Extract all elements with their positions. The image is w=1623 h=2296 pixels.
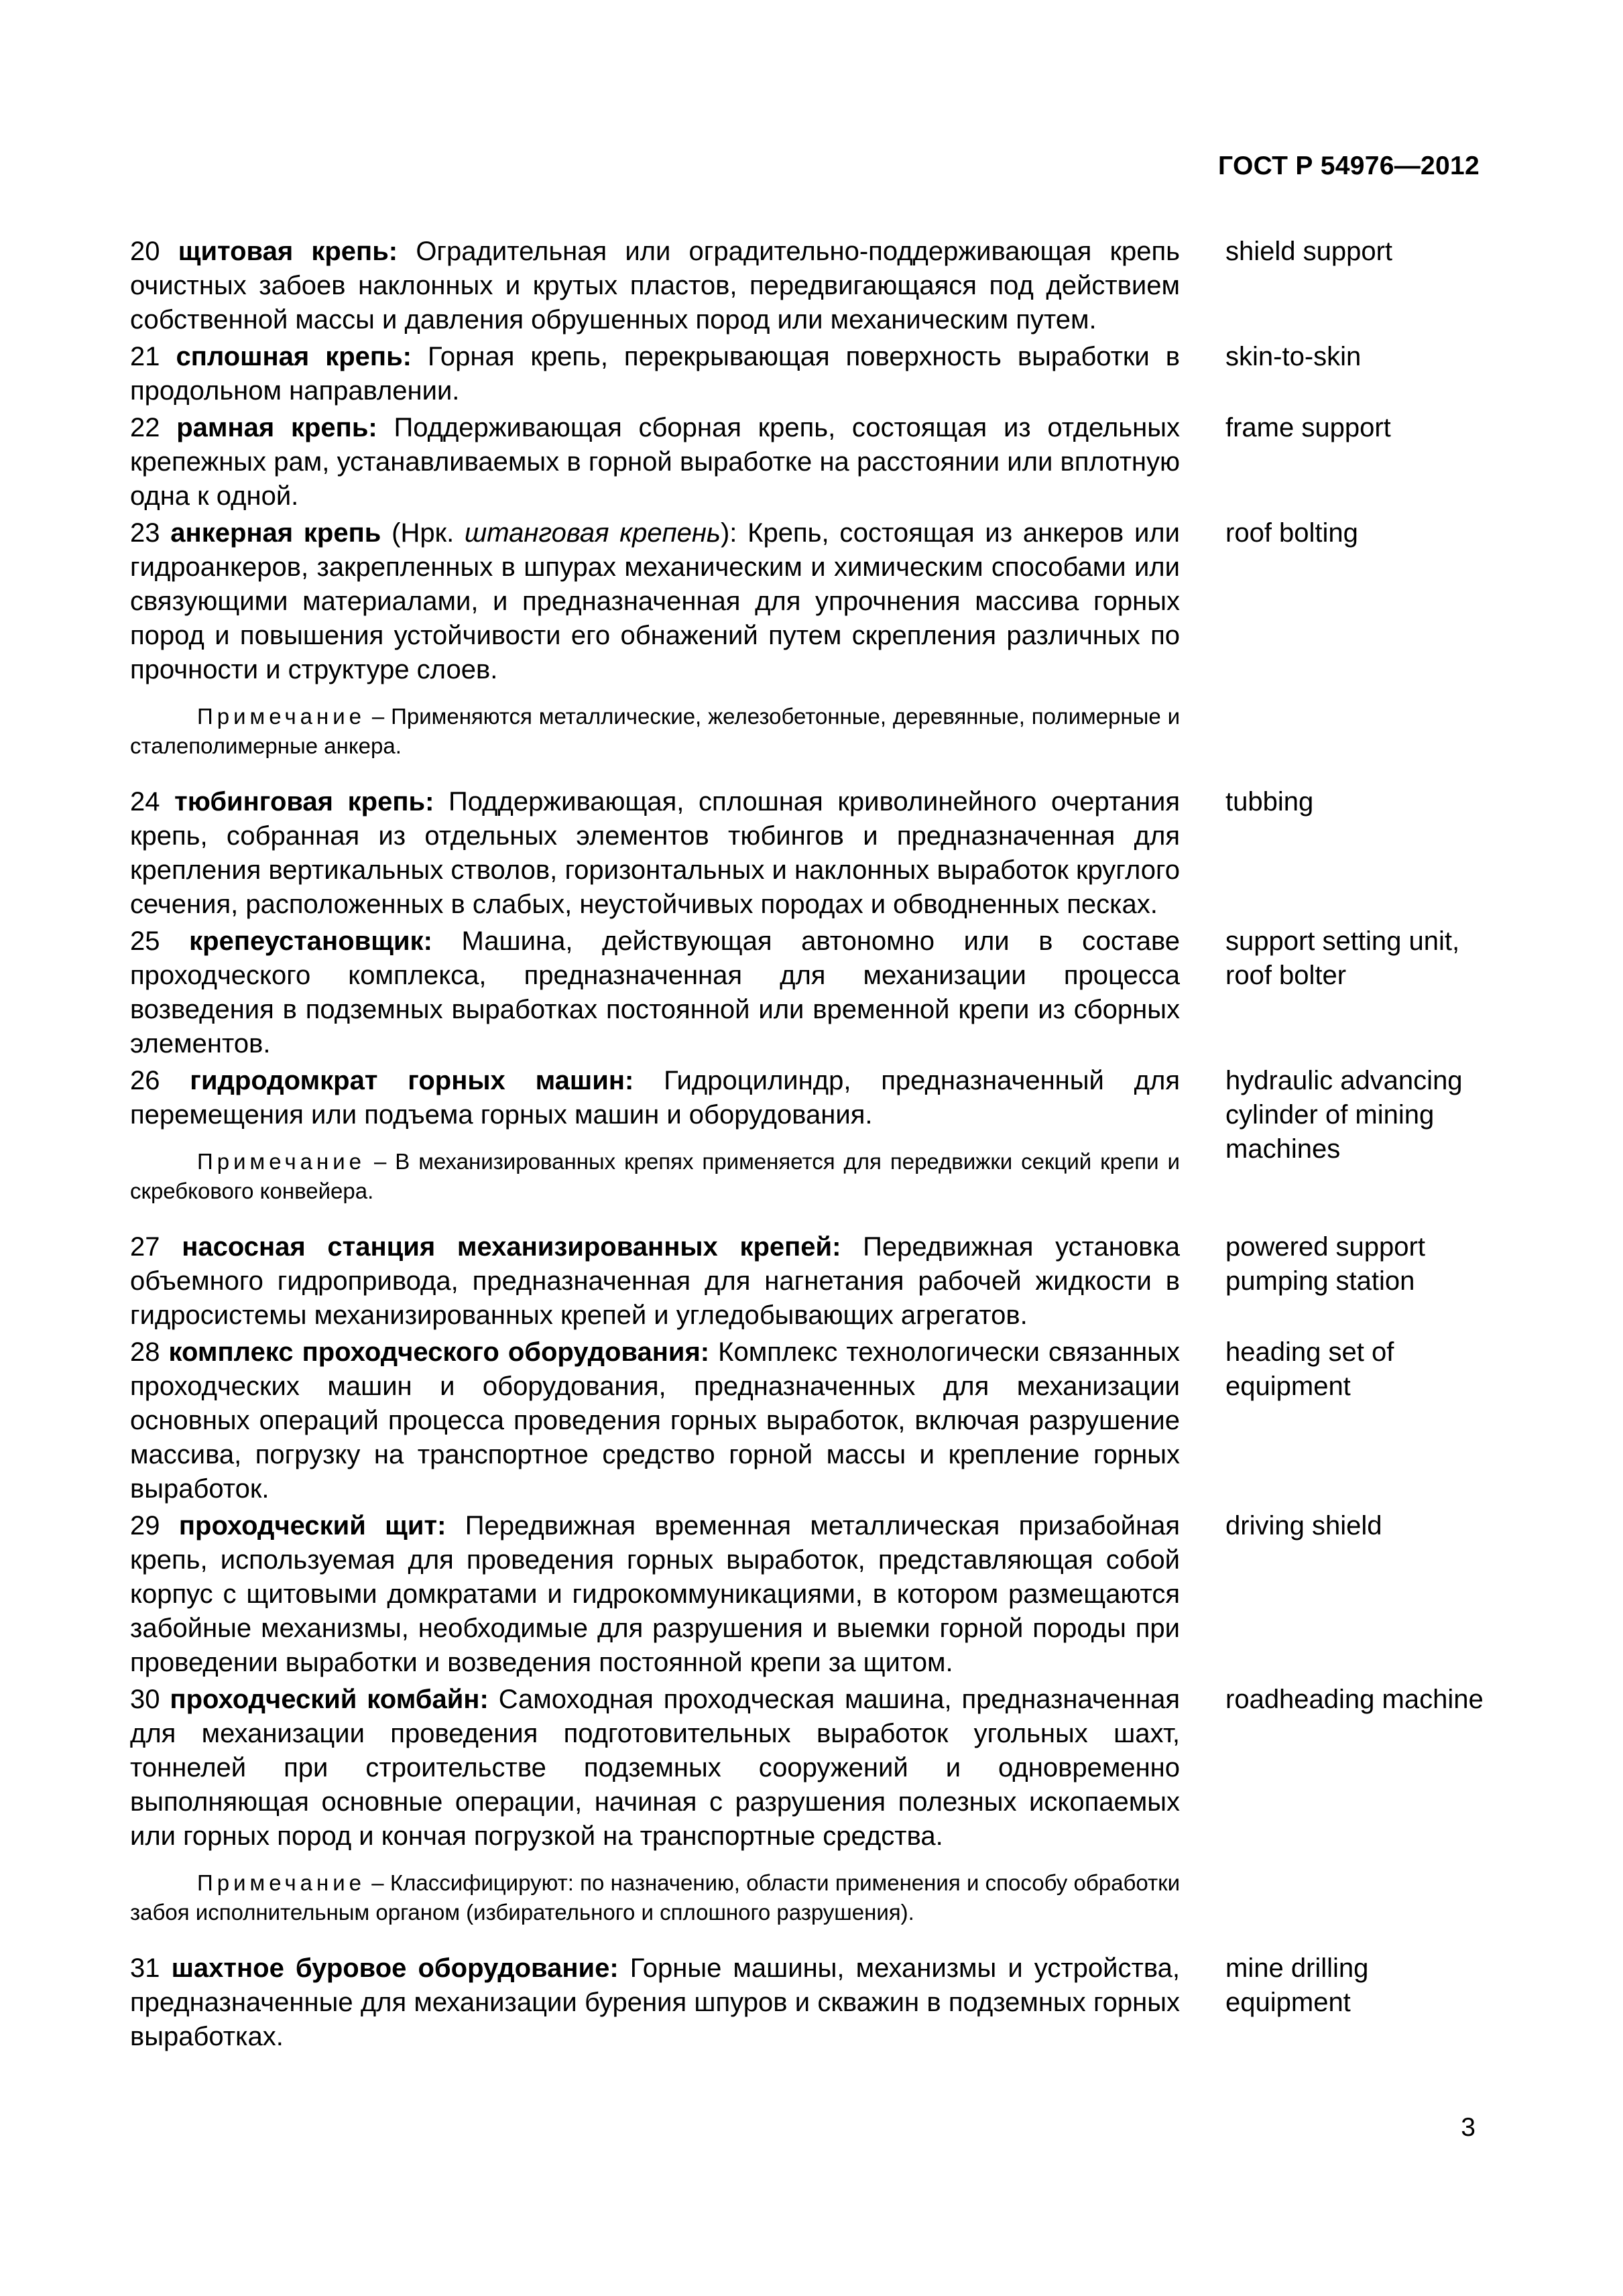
english-term: tubbing (1225, 787, 1314, 817)
document-header: ГОСТ Р 54976—2012 (1218, 152, 1480, 180)
term-title: щитовая крепь: (178, 237, 398, 266)
note-label: Примечание (197, 1149, 366, 1174)
english-term: shield support (1225, 237, 1393, 266)
term-entry-31 (130, 1951, 1484, 2054)
english-term: skin-to-skin (1225, 342, 1362, 371)
term-definition: Поддерживающая сборная крепь, состоящая из отдельных крепежных рам, устанавливаемых в горной выработке на расстоянии или вплотную одна к одной. (130, 413, 1180, 511)
entry-number: 31 (130, 1953, 160, 1983)
term-title: анкерная крепь (170, 518, 381, 548)
english-term: roadheading machine (1225, 1685, 1484, 1714)
entry-number: 22 (130, 413, 160, 442)
note-23 (130, 702, 1180, 761)
english-term: hydraulic advancing cylinder of mining machines (1225, 1066, 1463, 1164)
entry-number: 28 (130, 1337, 160, 1367)
entry-number: 24 (130, 787, 160, 817)
term-definition: Крепь, состоящая из анкеров или гидроанкеров, закрепленных в шпурах механическим и химическим способами или связующими материалами, и предназначенная для упрочнения массива горных пород и повышения устойчивости его обнажений путем скрепления различных по прочности и структуре слоев. (130, 518, 1180, 684)
note-label: Примечание (197, 1870, 366, 1895)
entry-number: 26 (130, 1066, 160, 1095)
term-entry-22 (130, 411, 1484, 513)
term-list (130, 235, 1484, 2054)
term-title: крепеустановщик: (189, 926, 432, 956)
term-definition: Машина, действующая автономно или в составе проходческого комплекса, предназначенная для механизации процесса возведения в подземных выработках постоянной или временной крепи из сборных элементов. (130, 926, 1180, 1059)
term-entry-25 (130, 924, 1484, 1061)
term-entry-24 (130, 785, 1484, 922)
term-entry-20 (130, 235, 1484, 337)
entry-number: 29 (130, 1511, 160, 1540)
entry-number: 21 (130, 342, 160, 371)
english-term: roof bolting (1225, 518, 1358, 548)
note-26 (130, 1147, 1180, 1206)
english-term: support setting unit, roof bolter (1225, 926, 1460, 990)
english-term: mine drilling equipment (1225, 1953, 1369, 2017)
page-number: 3 (1461, 2113, 1476, 2142)
term-title: насосная станция механизированных крепей: (182, 1232, 841, 1262)
term-alt-close: ): (720, 518, 737, 548)
entry-number: 23 (130, 518, 160, 548)
note-text: – Применяются металлические, железобетонные, деревянные, полимерные и сталеполимерные анкера. (130, 704, 1181, 758)
term-title: шахтное буровое оборудование: (171, 1953, 619, 1983)
english-term: heading set of equipment (1225, 1337, 1394, 1401)
entry-number: 30 (130, 1685, 160, 1714)
term-title: тюбинговая крепь: (174, 787, 434, 817)
term-entry-28 (130, 1335, 1484, 1506)
term-entry-26 (130, 1064, 1484, 1206)
term-definition: Передвижная установка объемного гидропривода, предназначенная для нагнетания рабочей жидкости в гидросистемы механизированных крепей и угледобывающих агрегатов. (130, 1232, 1181, 1330)
term-definition: Комплекс технологически связанных проходческих машин и оборудования, предназначенных для механизации основных операций процесса проведения горных выработок, включая разрушение массива, погрузку на транспортное средство горной массы и крепление горных выработок. (130, 1337, 1181, 1504)
term-entry-27 (130, 1230, 1484, 1333)
term-definition: Горная крепь, перекрывающая поверхность выработки в продольном направлении. (130, 342, 1180, 406)
english-term: driving shield (1225, 1511, 1382, 1540)
term-entry-23 (130, 516, 1484, 687)
term-title: рамная крепь: (176, 413, 377, 442)
entry-number: 20 (130, 237, 160, 266)
term-title: проходческий щит: (178, 1511, 446, 1540)
term-title: проходческий комбайн: (170, 1685, 489, 1714)
term-definition: Поддерживающая, сплошная криволинейного очертания крепь, собранная из отдельных элементов тюбингов и предназначенная для крепления вертикальных стволов, горизонтальных и наклонных выработок круглого сечения, расположенных в слабых, неустойчивых породах и обводненных песках. (130, 787, 1180, 919)
term-definition: Самоходная проходческая машина, предназначенная для механизации проведения подготовительных выработок угольных шахт, тоннелей при строительстве подземных сооружений и одновременно выполняющая основные операции, начиная с разрушения полезных ископаемых или горных пород и кончая погрузкой на транспортные средства. (130, 1685, 1180, 1851)
note-text: – Классифицируют: по назначению, области применения и способу обработки забоя исполнительным органом (избирательного и сплошного разрушения). (130, 1870, 1180, 1925)
term-definition: Гидроцилиндр, предназначенный для перемещения или подъема горных машин и оборудования. (130, 1066, 1180, 1130)
term-alt-open: (Нрк. (392, 518, 455, 548)
term-definition: Передвижная временная металлическая призабойная крепь, используемая для проведения горных выработок, представляющая собой корпус с щитовыми домкратами и гидрокоммуникациями, в котором размещаются забойные механизмы, необходимые для разрушения и выемки горной породы при проведении выработки и возведения постоянной крепи за щитом. (130, 1511, 1180, 1677)
english-term: powered support pumping station (1225, 1232, 1425, 1296)
term-entry-21 (130, 340, 1484, 408)
term-entry-30 (130, 1683, 1484, 1854)
note-label: Примечание (197, 704, 366, 729)
term-alt-name: штанговая крепень (465, 518, 721, 548)
english-term: frame support (1225, 413, 1391, 442)
note-30 (130, 1868, 1180, 1927)
term-title: гидродомкрат горных машин: (190, 1066, 634, 1095)
term-entry-29 (130, 1509, 1484, 1680)
term-title: сплошная крепь: (176, 342, 412, 371)
term-definition: Оградительная или оградительно-поддерживающая крепь очистных забоев наклонных и крутых пластов, передвигающаяся под действием собственной массы и давления обрушенных пород или механическим путем. (130, 237, 1180, 335)
term-definition: Горные машины, механизмы и устройства, предназначенные для механизации бурения шпуров и скважин в подземных горных выработках. (130, 1953, 1180, 2051)
entry-number: 25 (130, 926, 160, 956)
term-title: комплекс проходческого оборудования: (168, 1337, 710, 1367)
entry-number: 27 (130, 1232, 160, 1262)
note-text: – В механизированных крепях применяется для передвижки секций крепи и скребкового конвейера. (130, 1149, 1180, 1203)
